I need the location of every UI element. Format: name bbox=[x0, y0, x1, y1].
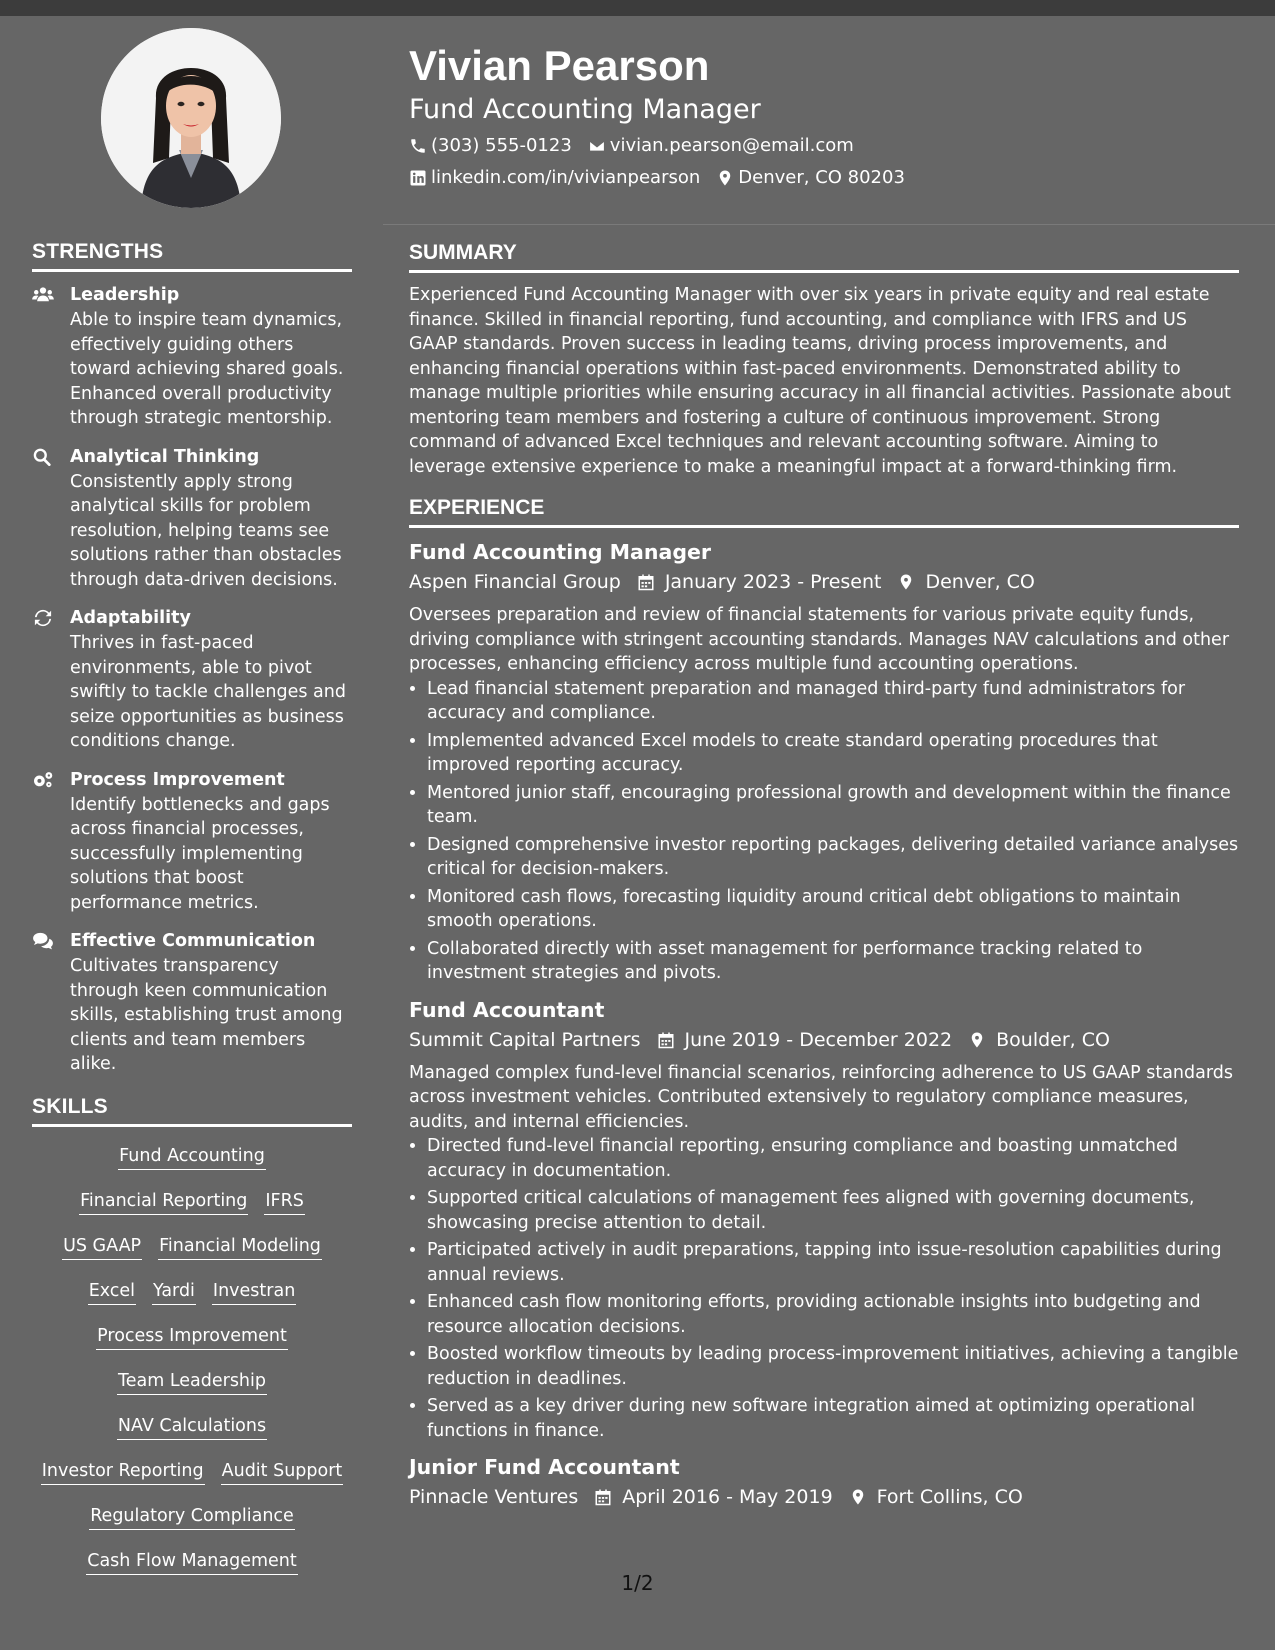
skill-tag: Audit Support bbox=[221, 1460, 344, 1485]
header-divider bbox=[383, 224, 1275, 225]
skill-tag: Investor Reporting bbox=[41, 1460, 205, 1485]
strengths-heading: STRENGTHS bbox=[32, 240, 352, 272]
map-pin-icon bbox=[716, 169, 734, 187]
skill-tag: IFRS bbox=[264, 1190, 305, 1215]
skill-tag: Process Improvement bbox=[96, 1325, 288, 1350]
job-dates bbox=[637, 569, 882, 595]
skill-tag: NAV Calculations bbox=[117, 1415, 267, 1440]
calendar-icon bbox=[637, 573, 655, 591]
strength-desc: Identify bottlenecks and gaps across financial processes, successfully implementing solutions that boost performance metrics. bbox=[70, 794, 330, 913]
job-entry bbox=[409, 996, 1239, 1444]
job-entry bbox=[409, 538, 1239, 986]
strength-item bbox=[32, 607, 352, 754]
skill-tag: Excel bbox=[88, 1280, 136, 1305]
strength-desc: Cultivates transparency through keen communication skills, establishing trust among clients and team members alike. bbox=[70, 956, 343, 1074]
sync-icon bbox=[32, 609, 54, 627]
location-text: Fort Collins, CO bbox=[876, 1486, 1023, 1508]
job-company bbox=[409, 1027, 641, 1053]
skill-row bbox=[32, 1460, 352, 1505]
strength-item bbox=[32, 284, 352, 431]
strength-desc: Able to inspire team dynamics, effectively guiding others toward achieving shared goals. Enhanced overall productivity through strategic mentorship. bbox=[70, 310, 344, 428]
job-bullet: • Participated actively in audit preparations, tapping into issue-resolution capabilities during annual reviews. bbox=[427, 1238, 1239, 1287]
job-dates bbox=[657, 1027, 953, 1053]
phone-text: (303) 555-0123 bbox=[431, 135, 572, 156]
profile-photo bbox=[101, 28, 281, 208]
strength-title: Process Improvement bbox=[70, 769, 285, 790]
skill-tag: US GAAP bbox=[62, 1235, 142, 1260]
page-indicator: 1/2 bbox=[621, 1571, 654, 1595]
main-column bbox=[409, 241, 1239, 1518]
strength-title: Analytical Thinking bbox=[70, 446, 260, 467]
job-title: Junior Fund Accountant bbox=[409, 1455, 680, 1479]
location-text: Boulder, CO bbox=[996, 1028, 1110, 1051]
job-bullet: • Monitored cash flows, forecasting liquidity around critical debt obligations to maintain smooth operations. bbox=[427, 885, 1239, 934]
job-bullet: • Collaborated directly with asset management for performance tracking related to investment strategies and pivots. bbox=[427, 937, 1239, 986]
strength-title: Effective Communication bbox=[70, 931, 316, 951]
skill-tag: Fund Accounting bbox=[118, 1145, 266, 1170]
location-text: Denver, CO bbox=[925, 571, 1035, 593]
skill-tag: Team Leadership bbox=[117, 1370, 267, 1395]
job-description: Oversees preparation and review of financial statements for various private equity funds, driving compliance with stringent accounting standards. Manages NAV calculations and other processes, enhancing efficiency across multiple fund accounting operations. bbox=[409, 605, 1230, 674]
dates-text: January 2023 - Present bbox=[664, 571, 882, 593]
strength-desc: Thrives in fast-paced environments, able to pivot swiftly to tackle challenges and seize opportunities as business conditions change. bbox=[70, 633, 346, 751]
skill-tag: Financial Reporting bbox=[79, 1190, 248, 1215]
job-meta bbox=[409, 1484, 1239, 1510]
job-bullet: • Directed fund-level financial reporting, ensuring compliance and boasting unmatched accuracy in documentation. bbox=[427, 1134, 1239, 1183]
job-bullets bbox=[409, 677, 1239, 986]
candidate-name: Vivian Pearson bbox=[409, 42, 710, 89]
gears-icon bbox=[32, 771, 54, 789]
linkedin-icon bbox=[409, 169, 427, 187]
job-location bbox=[897, 569, 1034, 595]
dates-text: April 2016 - May 2019 bbox=[622, 1486, 833, 1508]
calendar-icon bbox=[657, 1031, 675, 1049]
job-location bbox=[968, 1027, 1110, 1053]
skill-row bbox=[32, 1415, 352, 1460]
job-title: Fund Accounting Manager bbox=[409, 540, 712, 564]
skill-row bbox=[32, 1370, 352, 1415]
email-text: vivian.pearson@email.com bbox=[609, 135, 854, 156]
experience-heading: EXPERIENCE bbox=[409, 496, 1239, 528]
envelope-icon bbox=[588, 137, 606, 155]
resume-header bbox=[409, 40, 1239, 190]
job-bullet: • Designed comprehensive investor reporting packages, delivering detailed variance analyses critical for decision-makers. bbox=[427, 833, 1239, 882]
skill-row bbox=[32, 1235, 352, 1280]
contact-row-1 bbox=[409, 134, 1239, 158]
job-meta bbox=[409, 569, 1239, 595]
job-bullet: • Enhanced cash flow monitoring efforts, providing actionable insights into budgeting and resource allocation decisions. bbox=[427, 1290, 1239, 1339]
summary-heading: SUMMARY bbox=[409, 241, 1239, 273]
skill-row bbox=[32, 1505, 352, 1550]
skill-row bbox=[32, 1280, 352, 1325]
skill-tag: Investran bbox=[212, 1280, 296, 1305]
linkedin-contact[interactable] bbox=[409, 166, 700, 190]
skill-tag: Cash Flow Management bbox=[86, 1550, 298, 1575]
job-entry bbox=[409, 1453, 1239, 1510]
job-bullet: • Lead financial statement preparation and managed third-party fund administrators for accuracy and compliance. bbox=[427, 677, 1239, 726]
phone-icon bbox=[409, 137, 427, 155]
location-contact bbox=[716, 166, 905, 190]
company-name: Aspen Financial Group bbox=[409, 571, 621, 593]
strength-title: Adaptability bbox=[70, 608, 191, 628]
candidate-role: Fund Accounting Manager bbox=[409, 94, 761, 125]
users-icon bbox=[32, 286, 54, 304]
skill-tag: Regulatory Compliance bbox=[89, 1505, 295, 1530]
company-name: Summit Capital Partners bbox=[409, 1028, 641, 1051]
experience-list bbox=[409, 538, 1239, 1510]
job-company bbox=[409, 1484, 578, 1510]
dates-text: June 2019 - December 2022 bbox=[684, 1028, 953, 1051]
skill-row bbox=[32, 1325, 352, 1370]
job-bullet: • Served as a key driver during new software integration aimed at optimizing operational functions in finance. bbox=[427, 1394, 1239, 1443]
strength-title: Leadership bbox=[70, 285, 180, 305]
skill-tag: Financial Modeling bbox=[158, 1235, 322, 1260]
phone-contact[interactable] bbox=[409, 134, 572, 158]
job-company bbox=[409, 569, 621, 595]
sidebar bbox=[32, 240, 352, 1595]
portrait-illustration bbox=[101, 28, 281, 208]
job-title: Fund Accountant bbox=[409, 997, 605, 1022]
email-contact[interactable] bbox=[588, 134, 854, 158]
location-text: Denver, CO 80203 bbox=[738, 167, 905, 188]
skill-row bbox=[32, 1145, 352, 1190]
linkedin-text: linkedin.com/in/vivianpearson bbox=[431, 167, 701, 188]
job-bullets bbox=[409, 1134, 1239, 1443]
calendar-icon bbox=[594, 1488, 612, 1506]
company-name: Pinnacle Ventures bbox=[409, 1486, 579, 1508]
job-location bbox=[849, 1484, 1023, 1510]
job-bullet: • Mentored junior staff, encouraging professional growth and development within the finance team. bbox=[427, 781, 1239, 830]
map-pin-icon bbox=[897, 573, 915, 591]
summary-text: Experienced Fund Accounting Manager with over six years in private equity and real estate finance. Skilled in financial reporting, fund accounting, and compliance with IFRS and US GAAP standards. Proven success in leading teams, driving process improvements, and enhancing financial operations within fast-paced environments. Demonstrated ability to manage multiple priorities while ensuring accuracy in all financial activities. Passionate about mentoring team members and fostering a culture of continuous improvement. Strong command of advanced Excel techniques and relevant accounting software. Aiming to leverage extensive experience to make a meaningful impact at a forward-thinking firm. bbox=[409, 285, 1231, 477]
job-meta bbox=[409, 1027, 1239, 1053]
skill-row bbox=[32, 1190, 352, 1235]
strength-item bbox=[32, 446, 352, 593]
strength-item bbox=[32, 769, 352, 916]
map-pin-icon bbox=[849, 1488, 867, 1506]
comments-icon bbox=[32, 932, 54, 950]
strength-item bbox=[32, 930, 352, 1077]
job-bullet: • Boosted workflow timeouts by leading process-improvement initiatives, achieving a tangible reduction in deadlines. bbox=[427, 1342, 1239, 1391]
skills-list bbox=[32, 1139, 352, 1595]
job-description: Managed complex fund-level financial scenarios, reinforcing adherence to US GAAP standards across investment vehicles. Contributed extensively to regulatory compliance measures, audits, and internal efficiencies. bbox=[409, 1062, 1233, 1132]
job-dates bbox=[594, 1484, 832, 1510]
strength-desc: Consistently apply strong analytical skills for problem resolution, helping teams see solutions rather than obstacles through data-driven decisions. bbox=[70, 471, 342, 590]
job-bullet: • Supported critical calculations of management fees aligned with governing documents, showcasing precise attention to detail. bbox=[427, 1186, 1239, 1235]
skills-heading: SKILLS bbox=[32, 1095, 352, 1127]
map-pin-icon bbox=[968, 1031, 986, 1049]
search-icon bbox=[32, 448, 54, 466]
job-bullet: • Implemented advanced Excel models to create standard operating procedures that improved reporting accuracy. bbox=[427, 729, 1239, 778]
contact-row-2 bbox=[409, 166, 1239, 190]
skill-tag: Yardi bbox=[152, 1280, 196, 1305]
top-bar bbox=[0, 0, 1275, 16]
